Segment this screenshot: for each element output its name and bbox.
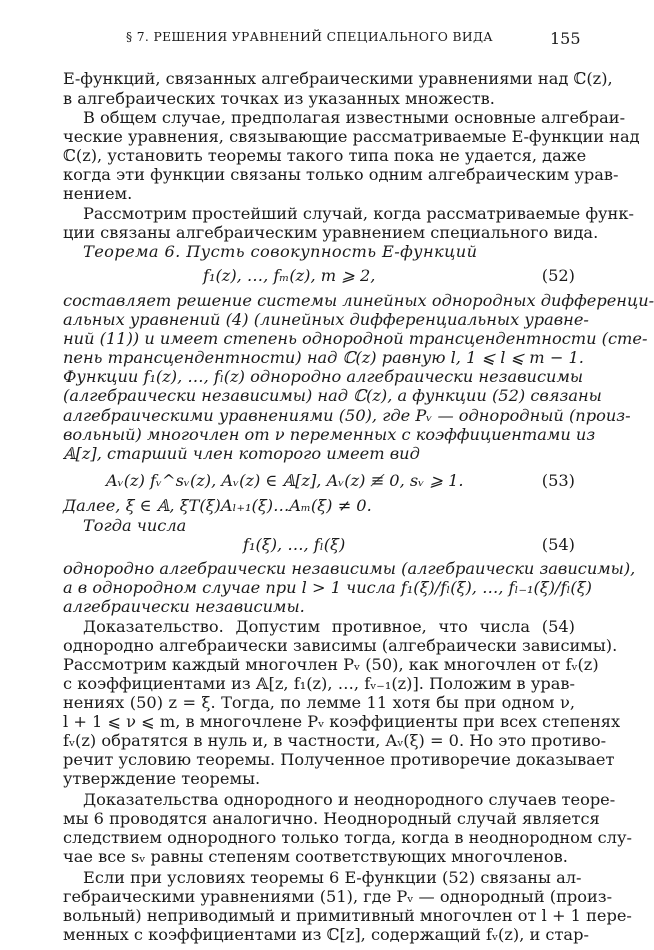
text-line: Далее, ξ ∈ 𝔸, ξT(ξ)Aₗ₊₁(ξ)…Aₘ(ξ) ≠ 0. [63, 495, 372, 515]
text-line: нениях (50) z = ξ. Тогда, по лемме 11 хотя бы при одном ν, [63, 693, 575, 712]
text-line: а в однородном случае при l > 1 числа f₁(ξ)/fₗ(ξ), …, fₗ₋₁(ξ)/fₗ(ξ) [63, 577, 592, 597]
text-line: ческие уравнения, связывающие рассматриваемые Е-функции над [63, 127, 640, 146]
text-line: утверждение теоремы. [63, 769, 261, 789]
text-line: Если при условиях теоремы 6 Е-функции (52) связаны ал- [83, 867, 582, 887]
text-line: мы 6 проводятся аналогично. Неоднородный случай является [63, 809, 600, 828]
text-line: вольный) многочлен от ν переменных с коэффициентами из [63, 424, 596, 444]
text-line: алгебраическими уравнениями (50), где Pᵥ — однородный (произ- [63, 405, 631, 425]
text-line: Е-функций, связанных алгебраическими уравнениями над ℂ(z), [63, 69, 613, 88]
text-line: гебраическими уравнениями (51), где Pᵥ — однородный (произ- [63, 886, 613, 906]
text-line: Доказательства однородного и неоднородного случаев теоре- [83, 790, 616, 809]
equation-number: (54) [541, 534, 575, 554]
text-line: ний (11)) и имеет степень однородной трансцендентности (сте- [63, 328, 648, 348]
equation-52: f₁(z), …, fₘ(z), m ⩾ 2, [203, 266, 376, 286]
equation-number: (52) [541, 266, 575, 286]
text-line: fᵥ(z) обратятся в нуль и, в частности, Aᵥ(ξ) = 0. Но это противо- [63, 731, 607, 751]
text-line: с коэффициентами из 𝔸[z, f₁(z), …, fᵥ₋₁(z)]. Положим в урав- [63, 674, 575, 693]
text-line: следствием однородного только тогда, когда в неоднородном слу- [63, 828, 632, 848]
text-line: чае все sᵥ равны степеням соответствующих многочленов. [63, 847, 568, 867]
equation-53: Aᵥ(z) fᵥ^sᵥ(z), Aᵥ(z) ∈ 𝔸[z], Aᵥ(z) ≢ 0, sᵥ ⩾ 1. [106, 470, 464, 490]
text-line: однородно алгебраически зависимы (алгебраически зависимы). [63, 635, 618, 655]
text-line: нением. [63, 184, 133, 204]
text-line: менных с коэффициентами из ℂ[z], содержащий fᵥ(z), и стар- [63, 925, 589, 944]
text-line: пень трансцендентности) над ℂ(z) равную l, 1 ⩽ l ⩽ m − 1. [63, 347, 584, 367]
equation-number: (53) [541, 470, 575, 490]
text-line: В общем случае, предполагая известными основные алгебраи- [83, 107, 626, 127]
text-line: Функции f₁(z), …, fₗ(z) однородно алгебраически независимы [63, 366, 584, 386]
text-line: Доказательство. Допустим противное, что числа (54) [83, 616, 575, 636]
text-line: когда эти функции связаны только одним алгебраическим урав- [63, 165, 619, 185]
text-line: Рассмотрим каждый многочлен Pᵥ (50), как многочлен от fᵥ(z) [63, 655, 599, 674]
text-line: в алгебраических точках из указанных множеств. [63, 88, 495, 108]
theorem-heading: Теорема 6. Пусть совокупность Е-функций [83, 242, 478, 262]
running-header: § 7. РЕШЕНИЯ УРАВНЕНИЙ СПЕЦИАЛЬНОГО ВИДА [126, 30, 493, 44]
text-line: альных уравнений (4) (линейных дифференциальных уравне- [63, 309, 589, 329]
text-line: составляет решение системы линейных однородных дифференци- [63, 290, 654, 310]
text-line: ции связаны алгебраическим уравнением специального вида. [63, 223, 599, 243]
equation-54: f₁(ξ), …, fₗ(ξ) [243, 534, 346, 554]
text-line: (алгебраически независимы) над ℂ(z), а функции (52) связаны [63, 385, 602, 405]
text-line: однородно алгебраически независимы (алгебраически зависимы), [63, 558, 636, 578]
text-line: речит условию теоремы. Полученное противоречие доказывает [63, 750, 615, 770]
page-number: 155 [550, 29, 581, 48]
text-line: алгебраически независимы. [63, 597, 305, 616]
text-line: l + 1 ⩽ ν ⩽ m, в многочлене Pᵥ коэффициенты при всех степенях [63, 712, 621, 732]
text-line: Рассмотрим простейший случай, когда рассматриваемые функ- [83, 204, 634, 223]
text-line: Тогда числа [83, 515, 187, 535]
text-line: вольный) неприводимый и примитивный многочлен от l + 1 пере- [63, 906, 632, 925]
text-line: ℂ(z), установить теоремы такого типа пока не удается, даже [63, 146, 587, 165]
text-line: 𝔸[z], старший член которого имеет вид [63, 443, 420, 463]
